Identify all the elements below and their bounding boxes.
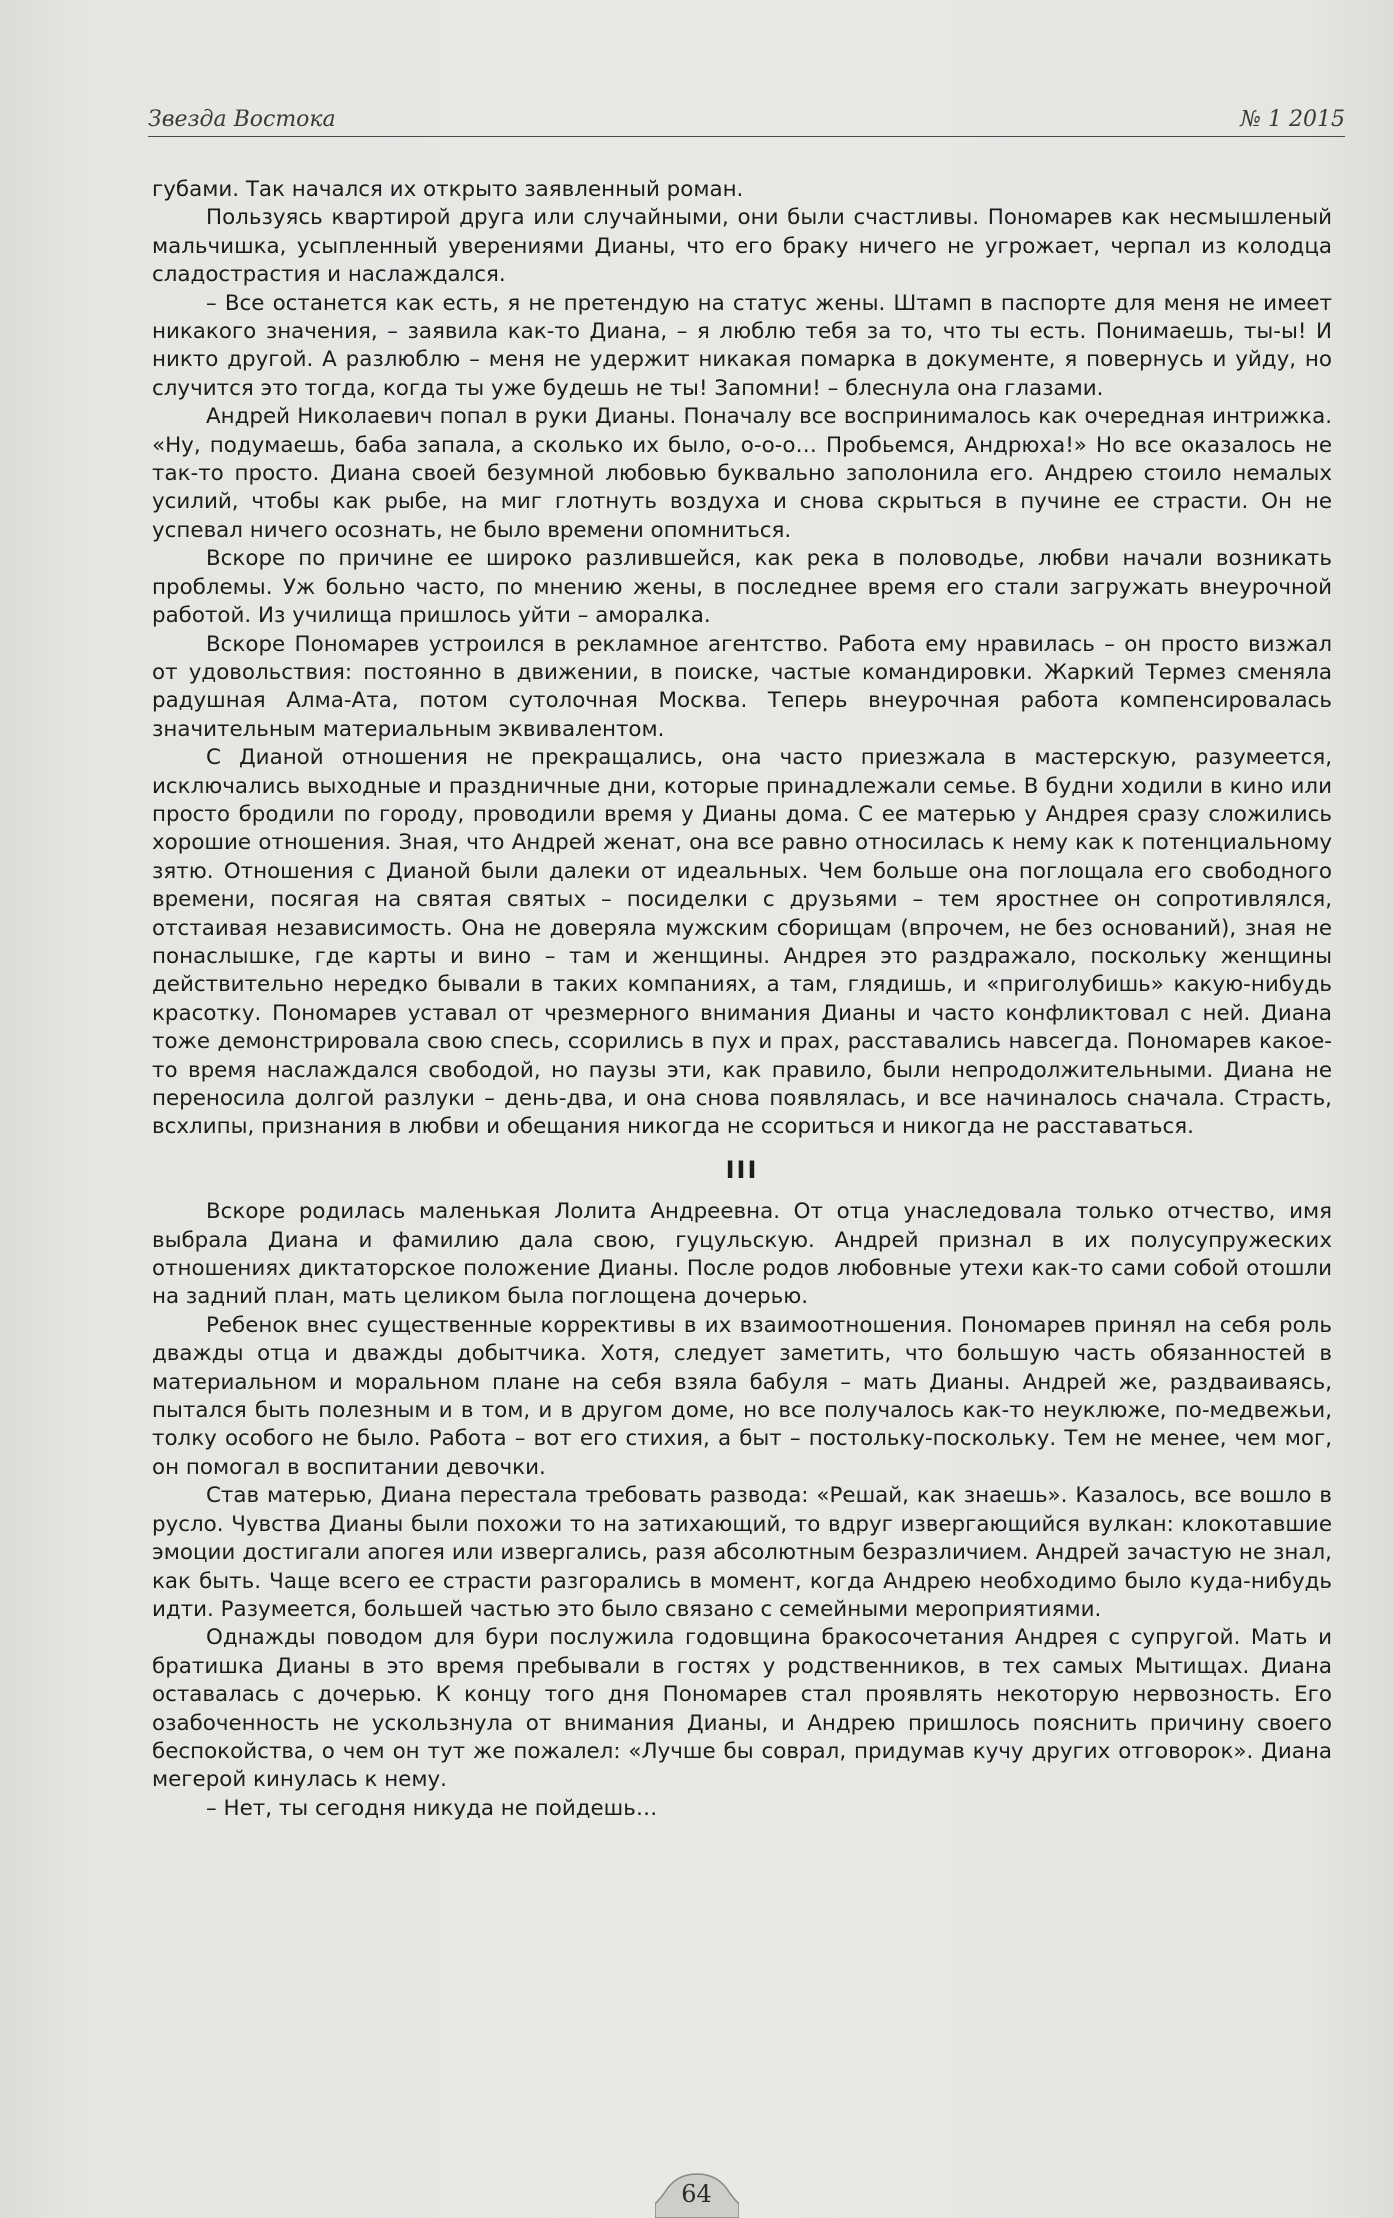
- paragraph: губами. Так начался их открыто заявленный роман.: [152, 177, 744, 202]
- body-text: [152, 176, 1332, 1823]
- page-number-ornament: [655, 2172, 739, 2218]
- page-number: 64: [681, 2180, 712, 2208]
- paragraph: – Нет, ты сегодня никуда не пойдешь…: [206, 1795, 658, 1821]
- issue-number: № 1 2015: [1240, 107, 1345, 132]
- paragraph: – Все останется как есть, я не претендую на статус жены. Штамп в паспорте для меня не имеет никакого значения, – заявила как-то Диана, – я люблю тебя за то, что ты есть. Понимаешь, ты-ы! И никто другой. А разлюблю – меня не удержит никакая помарка в документе, я повернусь и уйду, но случится это тогда, когда ты уже будешь не ты! Запомни! – блеснула она глазами.: [152, 290, 1332, 401]
- section-heading: III: [725, 1155, 759, 1184]
- paragraph: Став матерью, Диана перестала требовать развода: «Решай, как знаешь». Казалось, все вошло в русло. Чувства Дианы были похожи то на затихающий, то вдруг извергающийся вулкан: клокотавшие эмоции достигали апогея или извергались, разя абсолютным безразличием. Андрей зачастую не знал, как быть. Чаще всего ее страсти разгорались в момент, когда Андрею необходимо было куда-нибудь идти. Разумеется, большей частью это было связано с семейными мероприятиями.: [152, 1483, 1332, 1622]
- paragraph: С Дианой отношения не прекращались, она часто приезжала в мастерскую, разумеется, исключались выходные и праздничные дни, которые принадлежали семье. В будни ходили в кино или просто бродили по городу, проводили время у Дианы дома. С ее матерью у Андрея сразу сложились хорошие отношения. Зная, что Андрей женат, она все равно относилась к нему как к потенциальному зятю. Отношения с Дианой были далеки от идеальных. Чем больше она поглощала его свободного времени, посягая на святая святых – посиделки с друзьями – тем яростнее он сопротивлялся, отстаивая независимость. Она не доверяла мужским сборищам (впрочем, не без оснований), зная не понаслышке, где карты и вино – там и женщины. Андрея это раздражало, поскольку женщины действительно нередко бывали в таких компаниях, а там, глядишь, и «приголубишь» какую-нибудь красотку. Пономарев уставал от чрезмерного внимания Дианы и часто конфликтовал с ней. Диана тоже демонстрировала свою спесь, ссорились в пух и прах, расставались навсегда. Пономарев какое-то время наслаждался свободой, но паузы эти, как правило, были непродолжительными. Диана не переносила долгой разлуки – день-два, и она снова появлялась, и все начиналось сначала. Страсть, всхлипы, признания в любви и обещания никогда не ссориться и никогда не расставаться.: [152, 745, 1332, 1140]
- paragraph: Пользуясь квартирой друга или случайными, они были счастливы. Пономарев как несмышленый мальчишка, усыпленный уверениями Дианы, что его браку ничего не угрожает, черпал из колодца сладострастия и наслаждался.: [152, 205, 1332, 288]
- paragraph: Вскоре по причине ее широко разлившейся, как река в половодье, любви начали возникать проблемы. Уж больно часто, по мнению жены, в последнее время его стали загружать внеурочной работой. Из училища пришлось уйти – аморалка.: [152, 546, 1332, 629]
- paragraph: Однажды поводом для бури послужила годовщина бракосочетания Андрея с супругой. Мать и братишка Дианы в это время пребывали в гостях у родственников, в тех самых Мытищах. Диана оставалась с дочерью. К концу того дня Пономарев стал проявлять некоторую нервозность. Его озабоченность не ускользнула от внимания Дианы, и Андрею пришлось пояснить причину своего беспокойства, о чем он тут же пожалел: «Лучше бы соврал, придумав кучу других отговорок». Диана мегерой кинулась к нему.: [152, 1625, 1332, 1793]
- paragraph: Андрей Николаевич попал в руки Дианы. Поначалу все воспринималось как очередная интрижка. «Ну, подумаешь, баба запала, а сколько их было, о-о-о… Пробьемся, Андрюха!» Но все оказалось не так-то просто. Диана своей безумной любовью буквально заполонила его. Андрею стоило немалых усилий, чтобы как рыбе, на миг глотнуть воздуха и снова скрыться в пучине ее страсти. Он не успевал ничего осознать, не было времени опомниться.: [152, 404, 1332, 543]
- journal-title: Звезда Востока: [148, 107, 336, 132]
- running-head: [148, 92, 1345, 137]
- paragraph: Ребенок внес существенные коррективы в их взаимоотношения. Пономарев принял на себя роль дважды отца и дважды добытчика. Хотя, следует заметить, что большую часть обязанностей в материальном и моральном плане на себя взяла бабуля – мать Дианы. Андрей же, раздваиваясь, пытался быть полезным и в том, и в другом доме, но все получалось как-то неуклюже, по-медвежьи, толку особого не было. Работа – вот его стихия, а быт – постольку-поскольку. Тем не менее, чем мог, он помогал в воспитании девочки.: [152, 1312, 1332, 1480]
- paragraph: Вскоре родилась маленькая Лолита Андреевна. От отца унаследовала только отчество, имя выбрала Диана и фамилию дала свою, гуцульскую. Андрей признал в их полусупружеских отношениях диктаторское положение Дианы. После родов любовные утехи как-то сами собой отошли на задний план, мать целиком была поглощена дочерью.: [152, 1199, 1332, 1310]
- paragraph: Вскоре Пономарев устроился в рекламное агентство. Работа ему нравилась – он просто визжал от удовольствия: постоянно в движении, в поиске, частые командировки. Жаркий Термез сменяла радушная Алма-Ата, потом сутолочная Москва. Теперь внеурочная работа компенсировалась значительным материальным эквивалентом.: [152, 631, 1332, 742]
